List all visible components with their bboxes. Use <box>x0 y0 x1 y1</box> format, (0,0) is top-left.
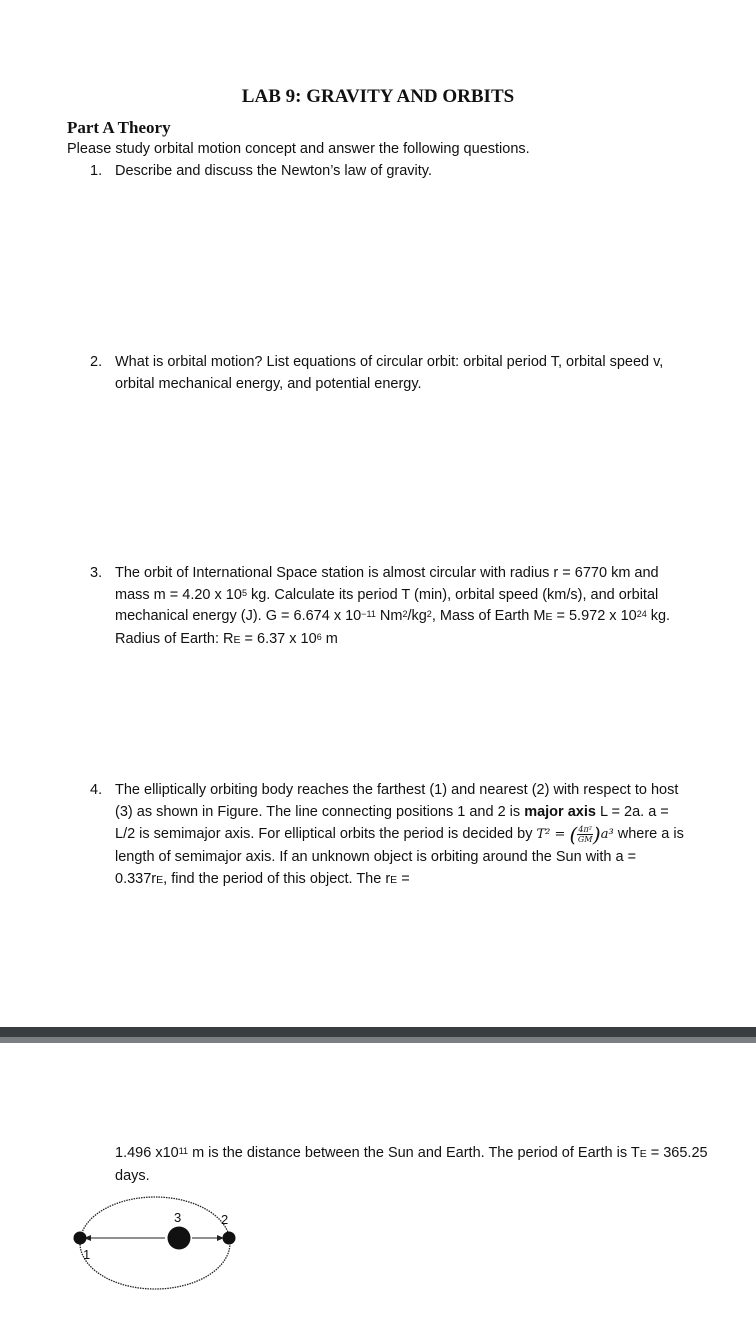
major-axis-term: major axis <box>524 804 596 820</box>
continuation-text: 1.496 $x10^{11}$ m is the distance between the Sun and Earth. The period of Earth is TE = 365.25 days. <box>115 1145 708 1184</box>
question-number: 4. <box>90 782 103 798</box>
label-host-3: 3 <box>174 1210 182 1225</box>
question-text: The elliptically orbiting body reaches the farthest (1) and nearest (2) with respect to host (3) as shown in Figure. The line connecting positions 1 and 2 is major axis L = 2a. a = L/2 is semimajor axis. For elliptical orbits the period is decided by T² = ( $\frac{\text{4π²}}{GM}$ )a³ where a is length of semimajor axis. If an unknown object is orbiting around the Sun with a = 0.337rE, find the period of this object. The rE = <box>115 782 684 887</box>
question-2 <box>90 352 690 395</box>
page-title: LAB 9: GRAVITY AND ORBITS <box>241 86 515 107</box>
question-1 <box>90 161 690 183</box>
question-number: 1. <box>90 163 103 179</box>
host-body-3 <box>168 1227 191 1250</box>
body-position-2 <box>223 1232 236 1245</box>
label-position-1: 1 <box>83 1247 91 1262</box>
question-number: 2. <box>90 354 103 370</box>
question-4 <box>90 779 690 891</box>
orbit-figure <box>60 1188 260 1298</box>
body-position-1 <box>74 1232 87 1245</box>
question-text: What is orbital motion? List equations of circular orbit: orbital period T, orbital speed v, orbital mechanical energy, and potential energy. <box>115 354 664 392</box>
question-number: 3. <box>90 565 103 581</box>
part-heading: Part A Theory <box>67 118 171 137</box>
question-text: Describe and discuss the Newton’s law of gravity. <box>115 163 432 179</box>
page-divider <box>0 1027 756 1043</box>
intro-text: Please study orbital motion concept and answer the following questions. <box>67 141 530 157</box>
period-equation: T² = ( $\frac{\text{4π²}}{GM}$ )a³ <box>536 822 614 847</box>
orbit-path <box>80 1197 230 1289</box>
question-text: The orbit of International Space station is almost circular with radius r = 6770 km and mass m = 4.20 x $10^5$ kg. Calculate its period T (min), orbital speed (km/s), and orbital mechanical energy (J). G = 6.674 x $10^{-11}$ $Nm^2/kg^2$, Mass of Earth ME = 5.972 x $10^{24}$ kg. Radius of Earth: RE = 6.37 x $10^6$ m <box>115 565 671 647</box>
label-position-2: 2 <box>221 1212 229 1227</box>
question-3 <box>90 563 690 651</box>
